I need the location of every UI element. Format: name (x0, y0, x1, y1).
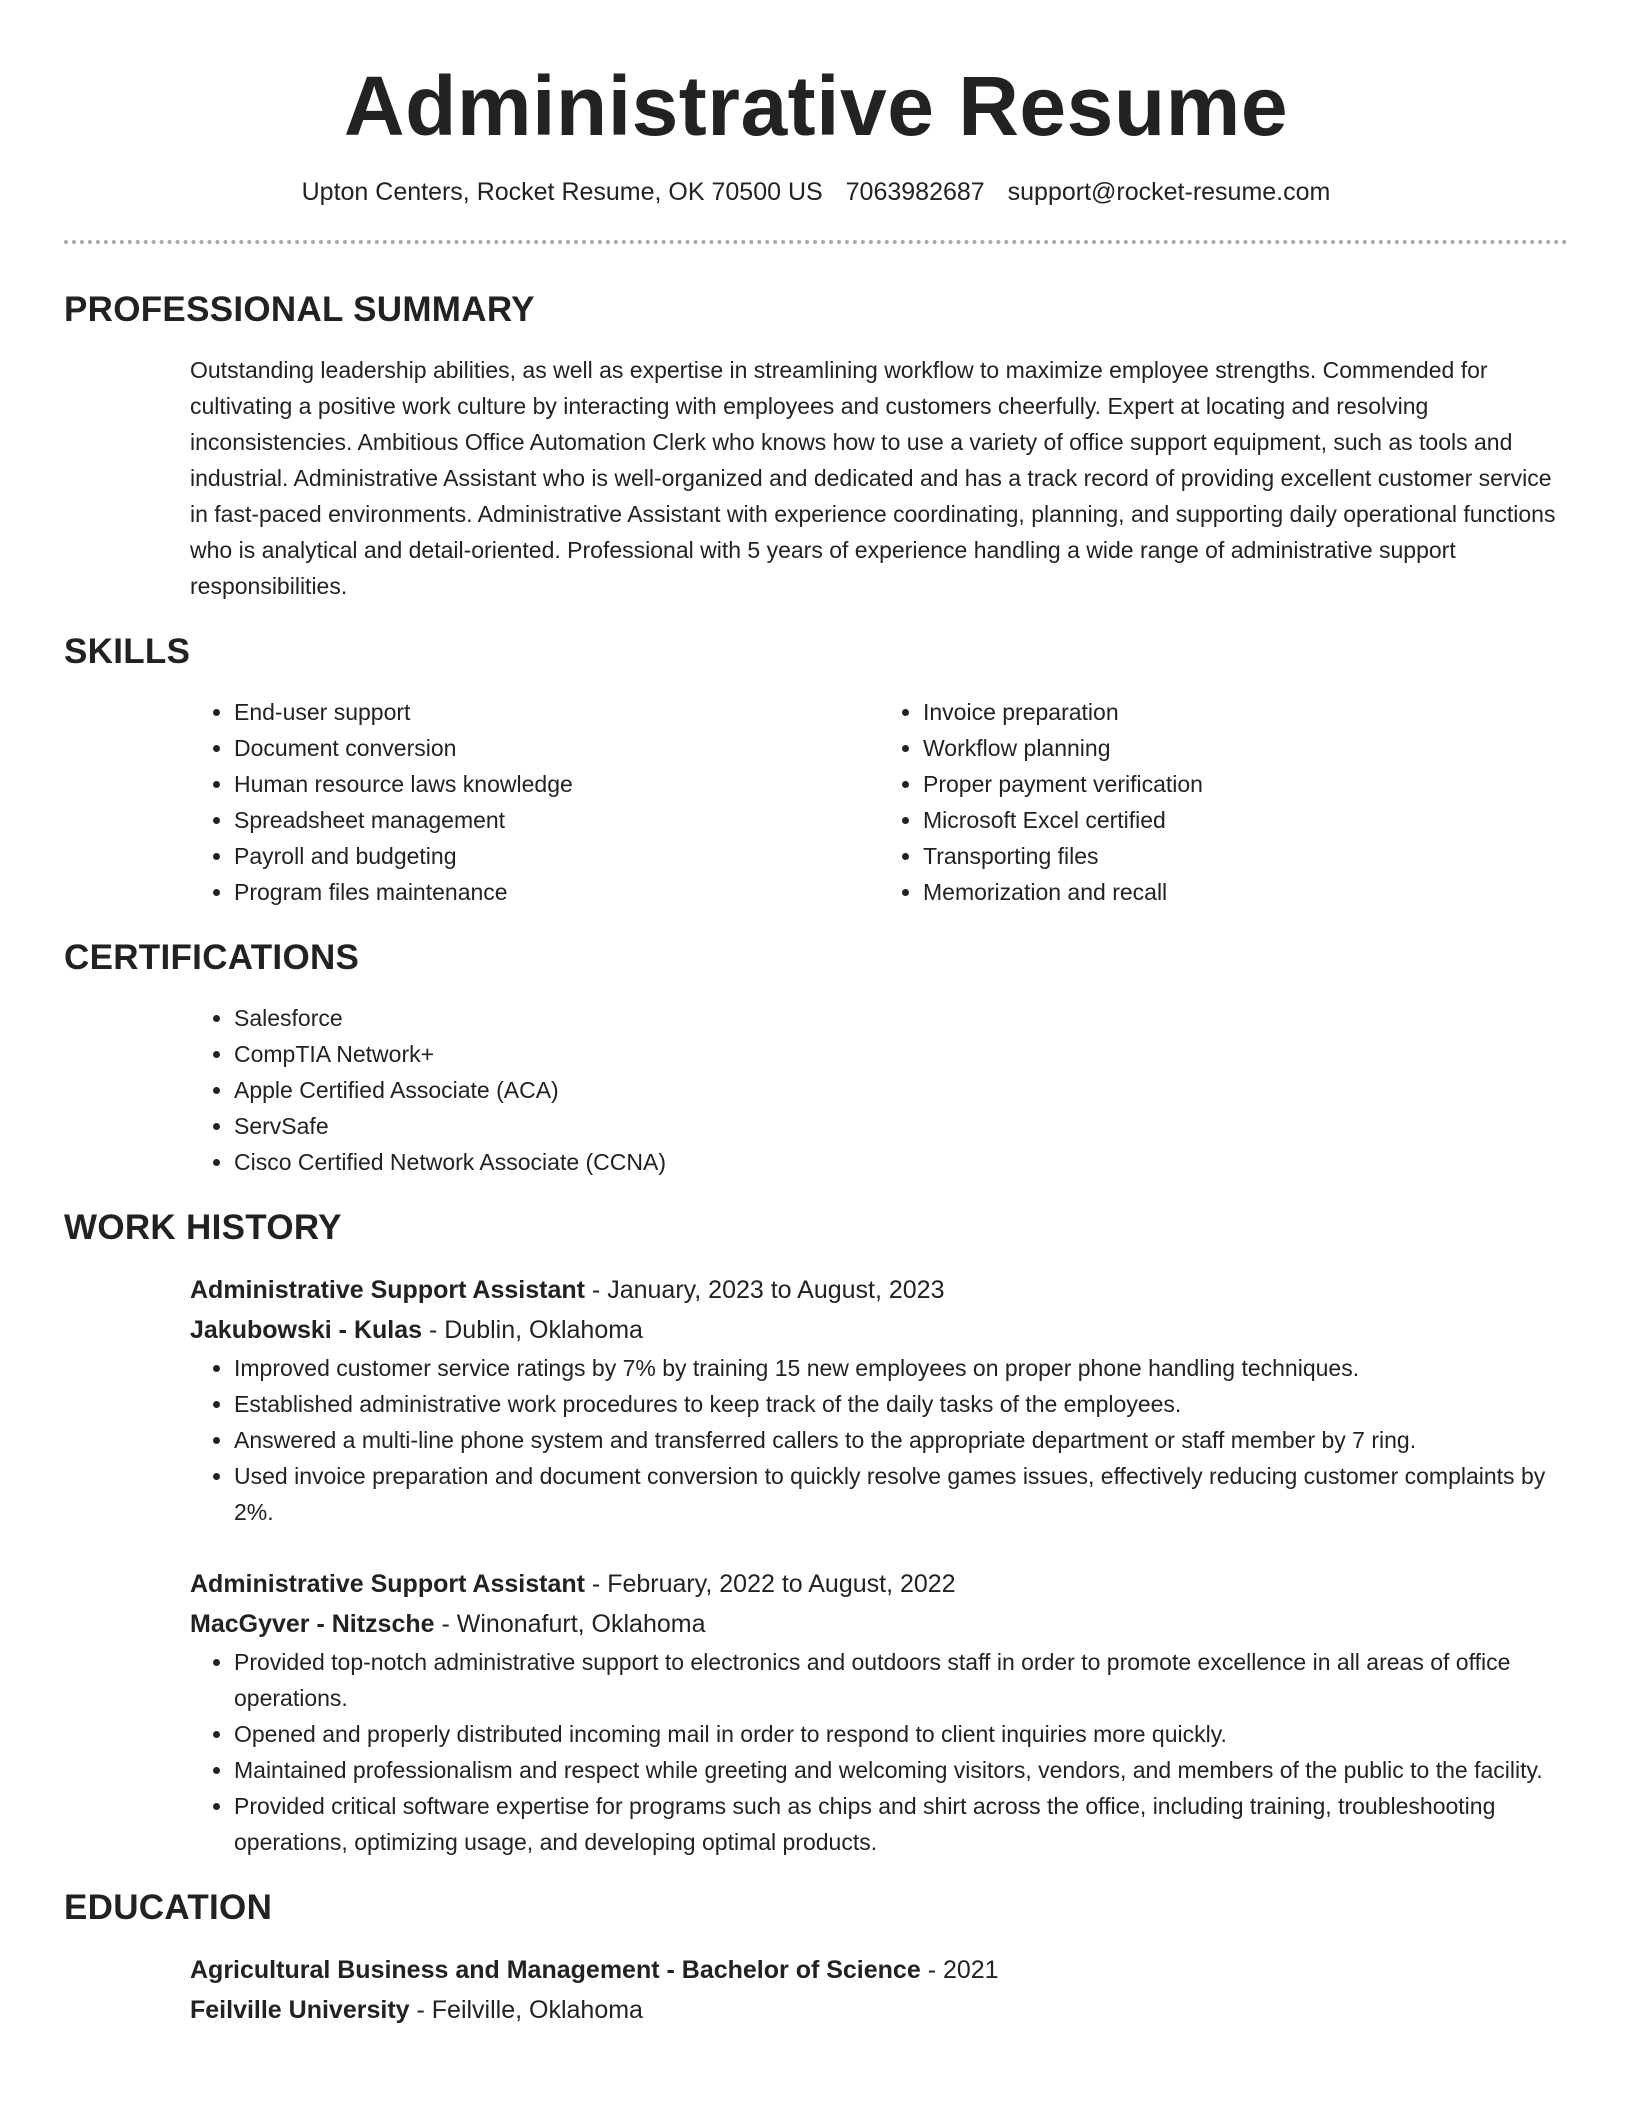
education-entry (190, 1950, 1568, 2030)
resume-title: Administrative Resume (343, 59, 1289, 153)
job-role-line (190, 1270, 1568, 1310)
job-company: Jakubowski - Kulas (190, 1316, 423, 1344)
job-bullet: • Answered a multi-line phone system and transferred callers to the appropriate department or staff member by 7 ring. (234, 1422, 1568, 1458)
contact-address: Upton Centers, Rocket Resume, OK 70500 US (301, 178, 823, 206)
certifications-bullets (190, 1000, 1568, 1180)
job-role: Administrative Support Assistant (190, 1570, 585, 1598)
skills-column-left (190, 694, 879, 910)
job-location: - Winonafurt, Oklahoma (434, 1610, 706, 1638)
contact-email: support@rocket-resume.com (1007, 178, 1331, 206)
education-school-line (190, 1990, 1568, 2030)
certification-item: • Apple Certified Associate (ACA) (234, 1072, 1568, 1108)
contact-info (64, 176, 1568, 208)
skill-item: • End-user support (234, 694, 879, 730)
job-bullet: • Improved customer service ratings by 7% by training 15 new employees on proper phone handling techniques. (234, 1350, 1568, 1386)
job-dates: - January, 2023 to August, 2023 (584, 1276, 945, 1304)
certification-item: • Salesforce (234, 1000, 1568, 1036)
resume-page (64, 0, 1568, 2030)
skill-item: • Document conversion (234, 730, 879, 766)
job-bullet: • Used invoice preparation and document conversion to quickly resolve games issues, effectively reducing customer complaints by 2%. (234, 1458, 1568, 1530)
education-degree-line (190, 1950, 1568, 1990)
education-degree: Agricultural Business and Management - Bachelor of Science (190, 1956, 921, 1984)
job-bullet: • Provided critical software expertise for programs such as chips and shirt across the office, including training, troubleshooting operations, optimizing usage, and developing optimal products. (234, 1788, 1568, 1860)
job-dates: - February, 2022 to August, 2022 (584, 1570, 956, 1598)
skill-item: • Human resource laws knowledge (234, 766, 879, 802)
job-role-line (190, 1564, 1568, 1604)
job-entry (190, 1564, 1568, 1860)
education-location: - Feilville, Oklahoma (409, 1996, 643, 2024)
skills-list (190, 694, 1568, 910)
skill-item: • Program files maintenance (234, 874, 879, 910)
skill-item: • Memorization and recall (923, 874, 1568, 910)
education-heading: EDUCATION (64, 1888, 273, 1927)
job-bullet: • Maintained professionalism and respect while greeting and welcoming visitors, vendors, and members of the public to the facility. (234, 1752, 1568, 1788)
job-bullets (190, 1644, 1568, 1860)
job-role: Administrative Support Assistant (190, 1276, 585, 1304)
skills-column-right (879, 694, 1568, 910)
skill-item: • Proper payment verification (923, 766, 1568, 802)
job-entry (190, 1270, 1568, 1530)
work-history-heading: WORK HISTORY (64, 1208, 342, 1247)
contact-phone: 7063982687 (845, 178, 985, 206)
job-bullet: • Provided top-notch administrative support to electronics and outdoors staff in order to promote excellence in all areas of office operations. (234, 1644, 1568, 1716)
skill-item: • Microsoft Excel certified (923, 802, 1568, 838)
job-company-line (190, 1310, 1568, 1350)
education-year: - 2021 (920, 1956, 999, 1984)
job-bullets (190, 1350, 1568, 1530)
job-company-line (190, 1604, 1568, 1644)
certifications-heading: CERTIFICATIONS (64, 938, 360, 977)
education-school: Feilville University (190, 1996, 410, 2024)
skill-item: • Transporting files (923, 838, 1568, 874)
skill-item: • Payroll and budgeting (234, 838, 879, 874)
summary-heading: PROFESSIONAL SUMMARY (64, 290, 535, 329)
certification-item: • ServSafe (234, 1108, 1568, 1144)
skill-item: • Spreadsheet management (234, 802, 879, 838)
skill-item: • Workflow planning (923, 730, 1568, 766)
summary-text: Outstanding leadership abilities, as well as expertise in streamlining workflow to maximize employee strengths. Commended for cultivating a positive work culture by interacting with employees and customers cheerfully. Expert at locating and resolving inconsistencies. Ambitious Office Automation Clerk who knows how to use a variety of office support equipment, such as tools and industrial. Administrative Assistant who is well-organized and dedicated and has a track record of providing excellent customer service in fast-paced environments. Administrative Assistant with experience coordinating, planning, and supporting daily operational functions who is analytical and detail-oriented. Professional with 5 years of experience handling a wide range of administrative support responsibilities. (190, 357, 1556, 599)
job-bullet: • Opened and properly distributed incoming mail in order to respond to client inquiries more quickly. (234, 1716, 1568, 1752)
skill-item: • Invoice preparation (923, 694, 1568, 730)
job-company: MacGyver - Nitzsche (190, 1610, 435, 1638)
job-location: - Dublin, Oklahoma (422, 1316, 643, 1344)
header-divider (64, 240, 1568, 244)
skills-heading: SKILLS (64, 632, 191, 671)
certifications-list (190, 1000, 1568, 1180)
job-bullet: • Established administrative work procedures to keep track of the daily tasks of the employees. (234, 1386, 1568, 1422)
certification-item: • CompTIA Network+ (234, 1036, 1568, 1072)
certification-item: • Cisco Certified Network Associate (CCNA) (234, 1144, 1568, 1180)
